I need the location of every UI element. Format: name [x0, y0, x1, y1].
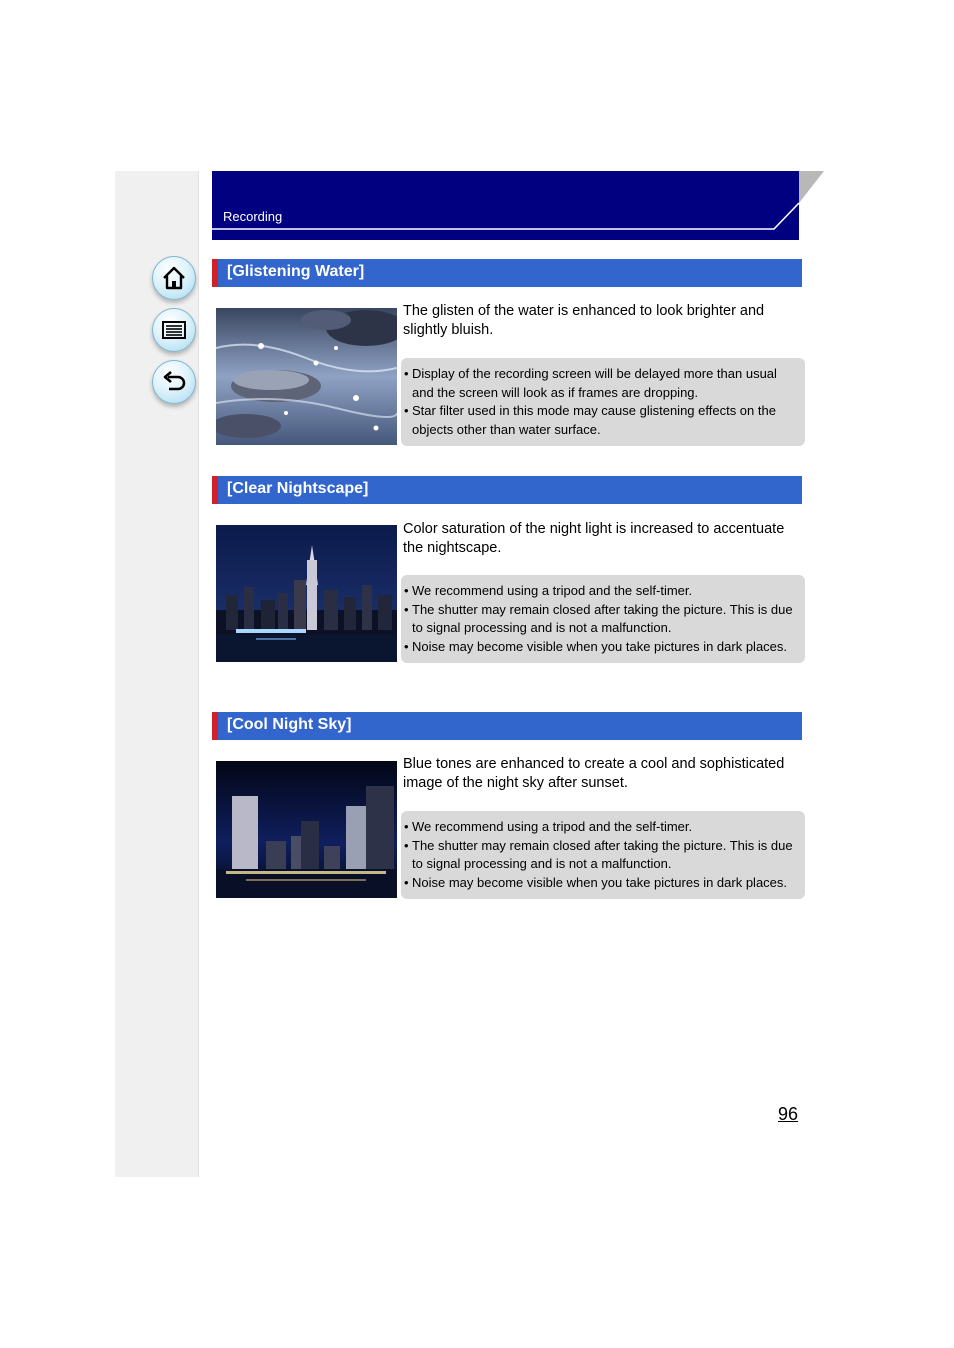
- menu-list-icon: [161, 317, 187, 343]
- back-icon: [161, 369, 187, 395]
- note-item: [404, 874, 799, 893]
- bullet: •: [404, 874, 409, 890]
- home-icon: [161, 265, 187, 291]
- home-button[interactable]: [152, 256, 196, 300]
- section-description: The glisten of the water is enhanced to look brighter and slightly bluish.: [403, 303, 765, 338]
- header-decoration: [212, 171, 824, 240]
- note-item: [404, 365, 799, 402]
- bullet: •: [404, 583, 409, 598]
- menu-button[interactable]: [152, 308, 196, 352]
- bullet: •: [404, 819, 409, 834]
- note-item: [404, 818, 799, 837]
- note-text: The shutter may remain closed after taking the picture. This is due to signal processing and is not a malfunction.: [412, 837, 793, 871]
- section-description: Blue tones are enhanced to create a cool and sophisticated image of the night sky after sunset.: [403, 756, 785, 791]
- glistening-water-photo: [216, 308, 397, 445]
- note-text: Display of the recording screen will be delayed more than usual and the screen will look as if frames are dropping.: [412, 366, 777, 400]
- section-title: [Cool Night Sky]: [227, 716, 352, 733]
- notes-box: [401, 358, 805, 446]
- section-title-bar: [212, 476, 802, 504]
- note-text: Noise may become visible when you take pictures in dark places.: [412, 874, 788, 890]
- note-text: The shutter may remain closed after taking the picture. This is due to signal processing and is not a malfunction.: [412, 601, 793, 635]
- back-button[interactable]: [152, 360, 196, 404]
- cool-night-sky-photo: [216, 761, 397, 898]
- section-title-bar: [212, 259, 802, 287]
- page-number: 96: [778, 1104, 799, 1124]
- notes-box: [401, 575, 805, 663]
- bullet: •: [404, 601, 409, 617]
- note-item: [404, 837, 799, 874]
- note-text: Noise may become visible when you take pictures in dark places.: [412, 638, 788, 654]
- section-title: [Clear Nightscape]: [227, 480, 369, 497]
- bullet: •: [404, 366, 409, 381]
- note-item: [404, 402, 799, 439]
- note-text: We recommend using a tripod and the self-timer.: [412, 583, 693, 598]
- note-text: We recommend using a tripod and the self-timer.: [412, 819, 693, 834]
- bullet: •: [404, 638, 409, 654]
- bullet: •: [404, 837, 409, 853]
- section-title: [Glistening Water]: [227, 263, 365, 280]
- note-item: [404, 582, 799, 601]
- section-title-bar: [212, 712, 802, 740]
- clear-nightscape-photo: [216, 525, 397, 662]
- bullet: •: [404, 403, 409, 418]
- notes-box: [401, 811, 805, 899]
- header-title: Recording: [223, 209, 283, 224]
- section-description: Color saturation of the night light is increased to accentuate the nightscape.: [403, 521, 785, 556]
- note-item: [404, 638, 799, 657]
- note-text: Star filter used in this mode may cause glistening effects on the objects other than water surface.: [412, 403, 776, 437]
- note-item: [404, 601, 799, 638]
